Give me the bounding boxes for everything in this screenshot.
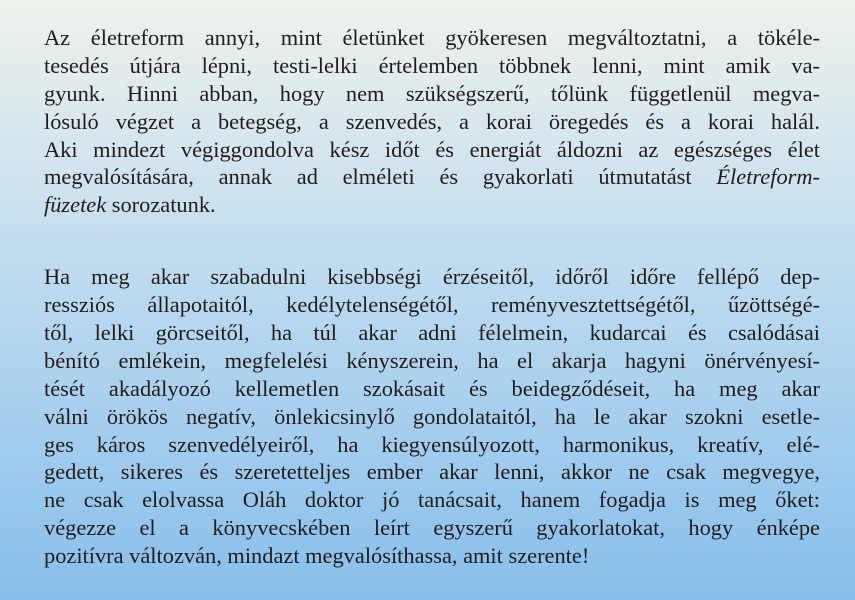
text-line: től, lelki görcseitől, ha túl akar adni félelmein, kudarcai és csalódásai: [44, 320, 820, 346]
text-segment: megvalósítására, annak ad elméleti és gyakorlati útmutatást: [44, 164, 692, 190]
text-line: ges káros szenvedélyeiről, ha kiegyensúlyozott, harmonikus, kreatív, elé-: [44, 431, 820, 457]
series-title: Életreform-: [716, 164, 820, 190]
paragraph-intro: [44, 24, 820, 219]
text-line: gedett, sikeres és szeretetteljes ember akar lenni, akkor ne csak megvegye,: [44, 459, 820, 485]
text-line: ressziós állapotaitól, kedélytelenségétől, reményvesztettségétől, űzöttségé-: [44, 292, 820, 318]
text-line: tesedés útjára lépni, testi-lelki értelemben többnek lenni, mint amik va-: [44, 52, 820, 78]
text-line: tését akadályozó kellemetlen szokásait és beidegződéseit, ha meg akar: [44, 375, 820, 401]
text-line: pozitívra változván, mindazt megvalósíthassa, amit szerente!: [44, 543, 590, 569]
series-title: füzetek: [44, 192, 107, 218]
text-line: bénító emlékein, megfelelési kényszerein, ha el akarja hagyni önérvényesí-: [44, 347, 820, 373]
paragraph-spacer: [44, 219, 820, 263]
text-line: ne csak elolvassa Oláh doktor jó tanácsait, hanem fogadja is meg őket:: [44, 487, 820, 513]
text-segment: sorozatunk.: [106, 192, 216, 218]
text-line: [44, 191, 820, 219]
paragraph-appeal: [44, 263, 820, 570]
text-line: végezze el a könyvecskében leírt egyszerű gyakorlatokat, hogy énképe: [44, 515, 820, 541]
text-line: lósuló végzet a betegség, a szenvedés, a korai öregedés és a korai halál.: [44, 108, 820, 134]
back-cover-text: [44, 24, 820, 570]
text-line: [44, 163, 820, 191]
text-line: Aki mindezt végiggondolva kész időt és energiát áldozni az egészséges élet: [44, 136, 820, 162]
text-line: Az életreform annyi, mint életünket gyökeresen megváltoztatni, a tökéle-: [44, 25, 820, 50]
text-line: gyunk. Hinni abban, hogy nem szükségszerű, tőlünk függetlenül megva-: [44, 80, 820, 106]
text-line: Ha meg akar szabadulni kisebbségi érzéseitől, időről időre fellépő dep-: [44, 264, 820, 290]
text-line: válni örökös negatív, önlekicsinylő gondolataitól, ha le akar szokni esetle-: [44, 403, 820, 429]
